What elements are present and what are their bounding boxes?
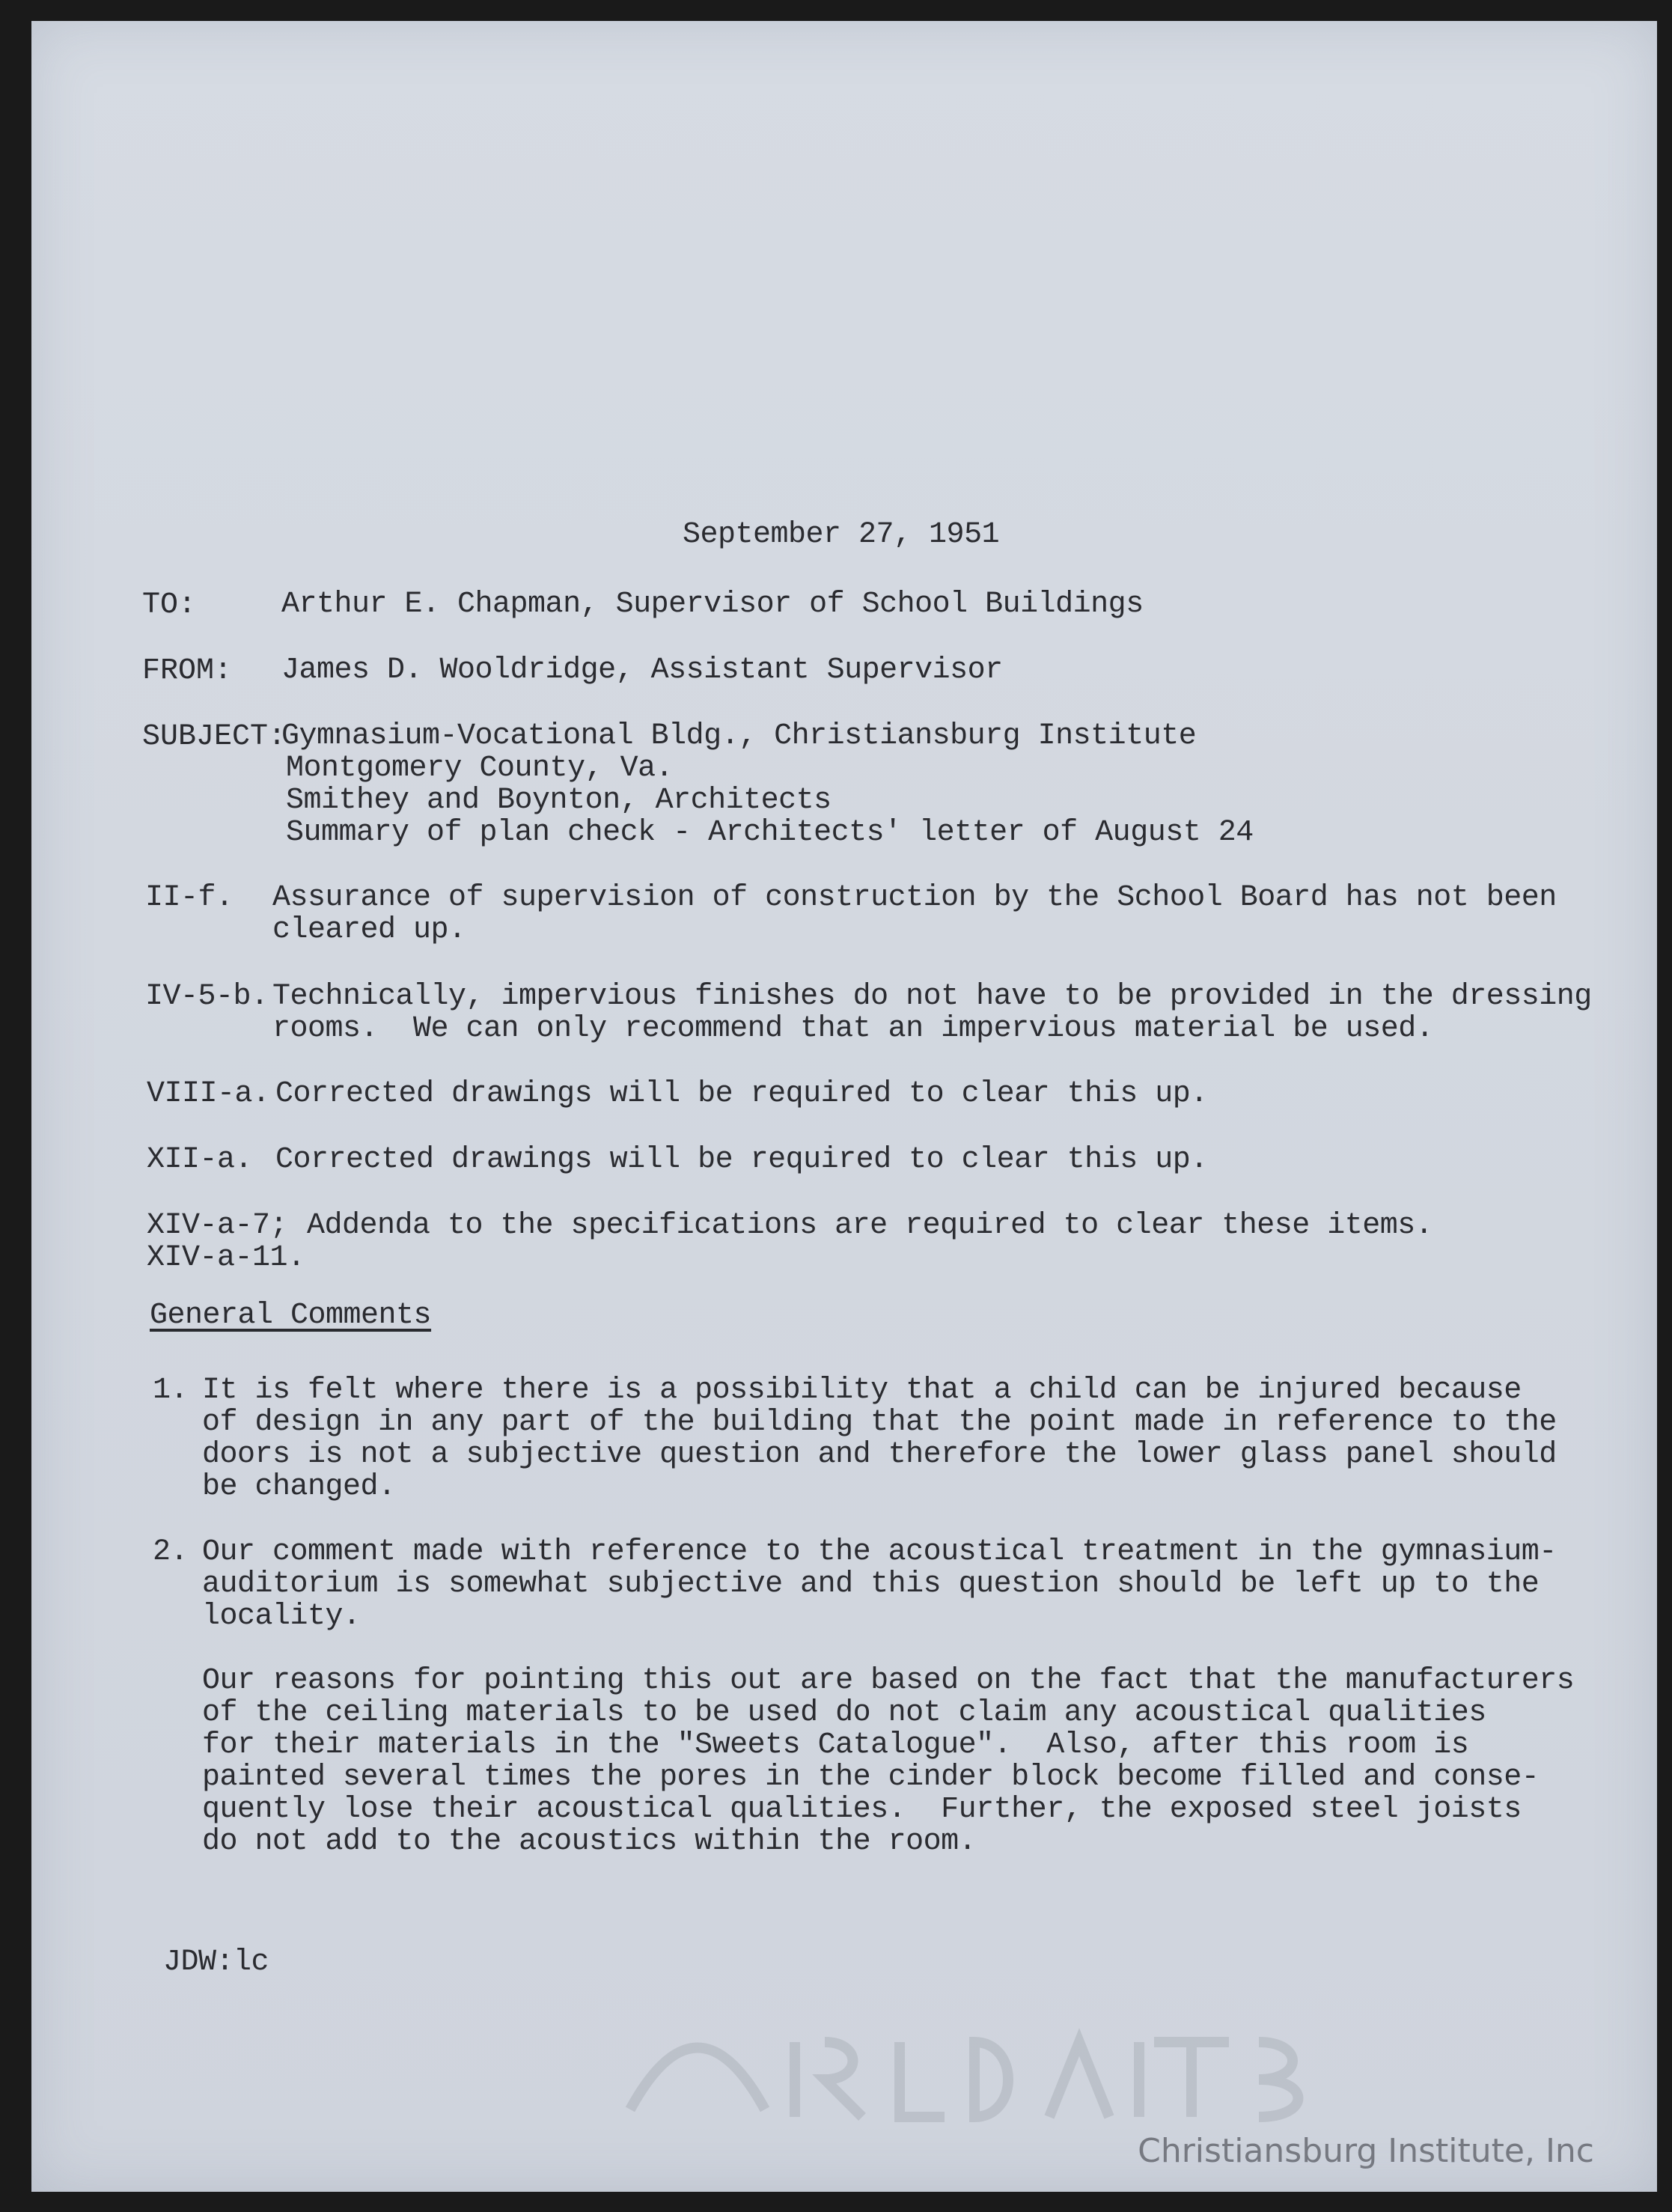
comment-text: be changed. [202, 1470, 396, 1504]
item-text: cleared up. [272, 913, 466, 947]
comment-text: locality. [202, 1600, 361, 1633]
item-text: Assurance of supervision of construction by the School Board has not been [272, 881, 1557, 915]
typist-initials: JDW:lc [163, 1946, 269, 1979]
comment-number: 1. [153, 1374, 189, 1407]
item-code: IV-5-b. [145, 980, 269, 1014]
memo-page [31, 21, 1657, 2192]
comment-paragraph: painted several times the pores in the cinder block become filled and conse- [202, 1761, 1540, 1794]
bleed-through-mark [615, 1997, 1513, 2147]
item-text: Technically, impervious finishes do not have to be provided in the dressing [272, 980, 1592, 1014]
item-code: XII-a. [147, 1143, 253, 1177]
comment-paragraph: of the ceiling materials to be used do not claim any acoustical qualities [202, 1696, 1486, 1730]
comment-text: It is felt where there is a possibility that a child can be injured because [202, 1374, 1522, 1407]
comment-paragraph: quently lose their acoustical qualities. Further, the exposed steel joists [202, 1793, 1522, 1826]
item-code: XIV-a-11. [147, 1241, 305, 1275]
memo-date: September 27, 1951 [683, 518, 1000, 552]
general-comments-heading: General Comments [150, 1299, 432, 1332]
comment-text: auditorium is somewhat subjective and this question should be left up to the [202, 1567, 1540, 1601]
subject-line: Gymnasium-Vocational Bldg., Christiansburg Institute [281, 719, 1197, 753]
comment-text: Our comment made with reference to the acoustical treatment in the gymnasium- [202, 1535, 1557, 1569]
item-text: rooms. We can only recommend that an impervious material be used. [272, 1012, 1434, 1046]
comment-paragraph: for their materials in the "Sweets Catalogue". Also, after this room is [202, 1728, 1469, 1762]
comment-paragraph: do not add to the acoustics within the room. [202, 1825, 977, 1859]
comment-text: doors is not a subjective question and therefore the lower glass panel should [202, 1438, 1557, 1472]
archive-watermark: Christiansburg Institute, Inc [1138, 2132, 1594, 2170]
subject-line: Montgomery County, Va. [286, 752, 674, 785]
subject-label: SUBJECT: [142, 720, 287, 754]
from-label: FROM: [142, 654, 233, 688]
to-label: TO: [142, 588, 197, 622]
item-code: VIII-a. [147, 1077, 270, 1111]
subject-line: Smithey and Boynton, Architects [286, 784, 832, 817]
item-code: II-f. [145, 881, 234, 915]
item-text: Corrected drawings will be required to clear this up. [275, 1077, 1208, 1111]
subject-line: Summary of plan check - Architects' letter of August 24 [286, 816, 1254, 850]
comment-text: of design in any part of the building that the point made in reference to the [202, 1406, 1557, 1439]
item-code: XIV-a-7; [147, 1209, 288, 1243]
item-text: Corrected drawings will be required to clear this up. [275, 1143, 1208, 1177]
item-text: Addenda to the specifications are required to clear these items. [307, 1209, 1433, 1243]
comment-number: 2. [153, 1535, 189, 1569]
to-recipient: Arthur E. Chapman, Supervisor of School Buildings [281, 588, 1144, 621]
comment-paragraph: Our reasons for pointing this out are based on the fact that the manufacturers [202, 1664, 1575, 1698]
from-sender: James D. Wooldridge, Assistant Supervisor [281, 653, 1003, 687]
